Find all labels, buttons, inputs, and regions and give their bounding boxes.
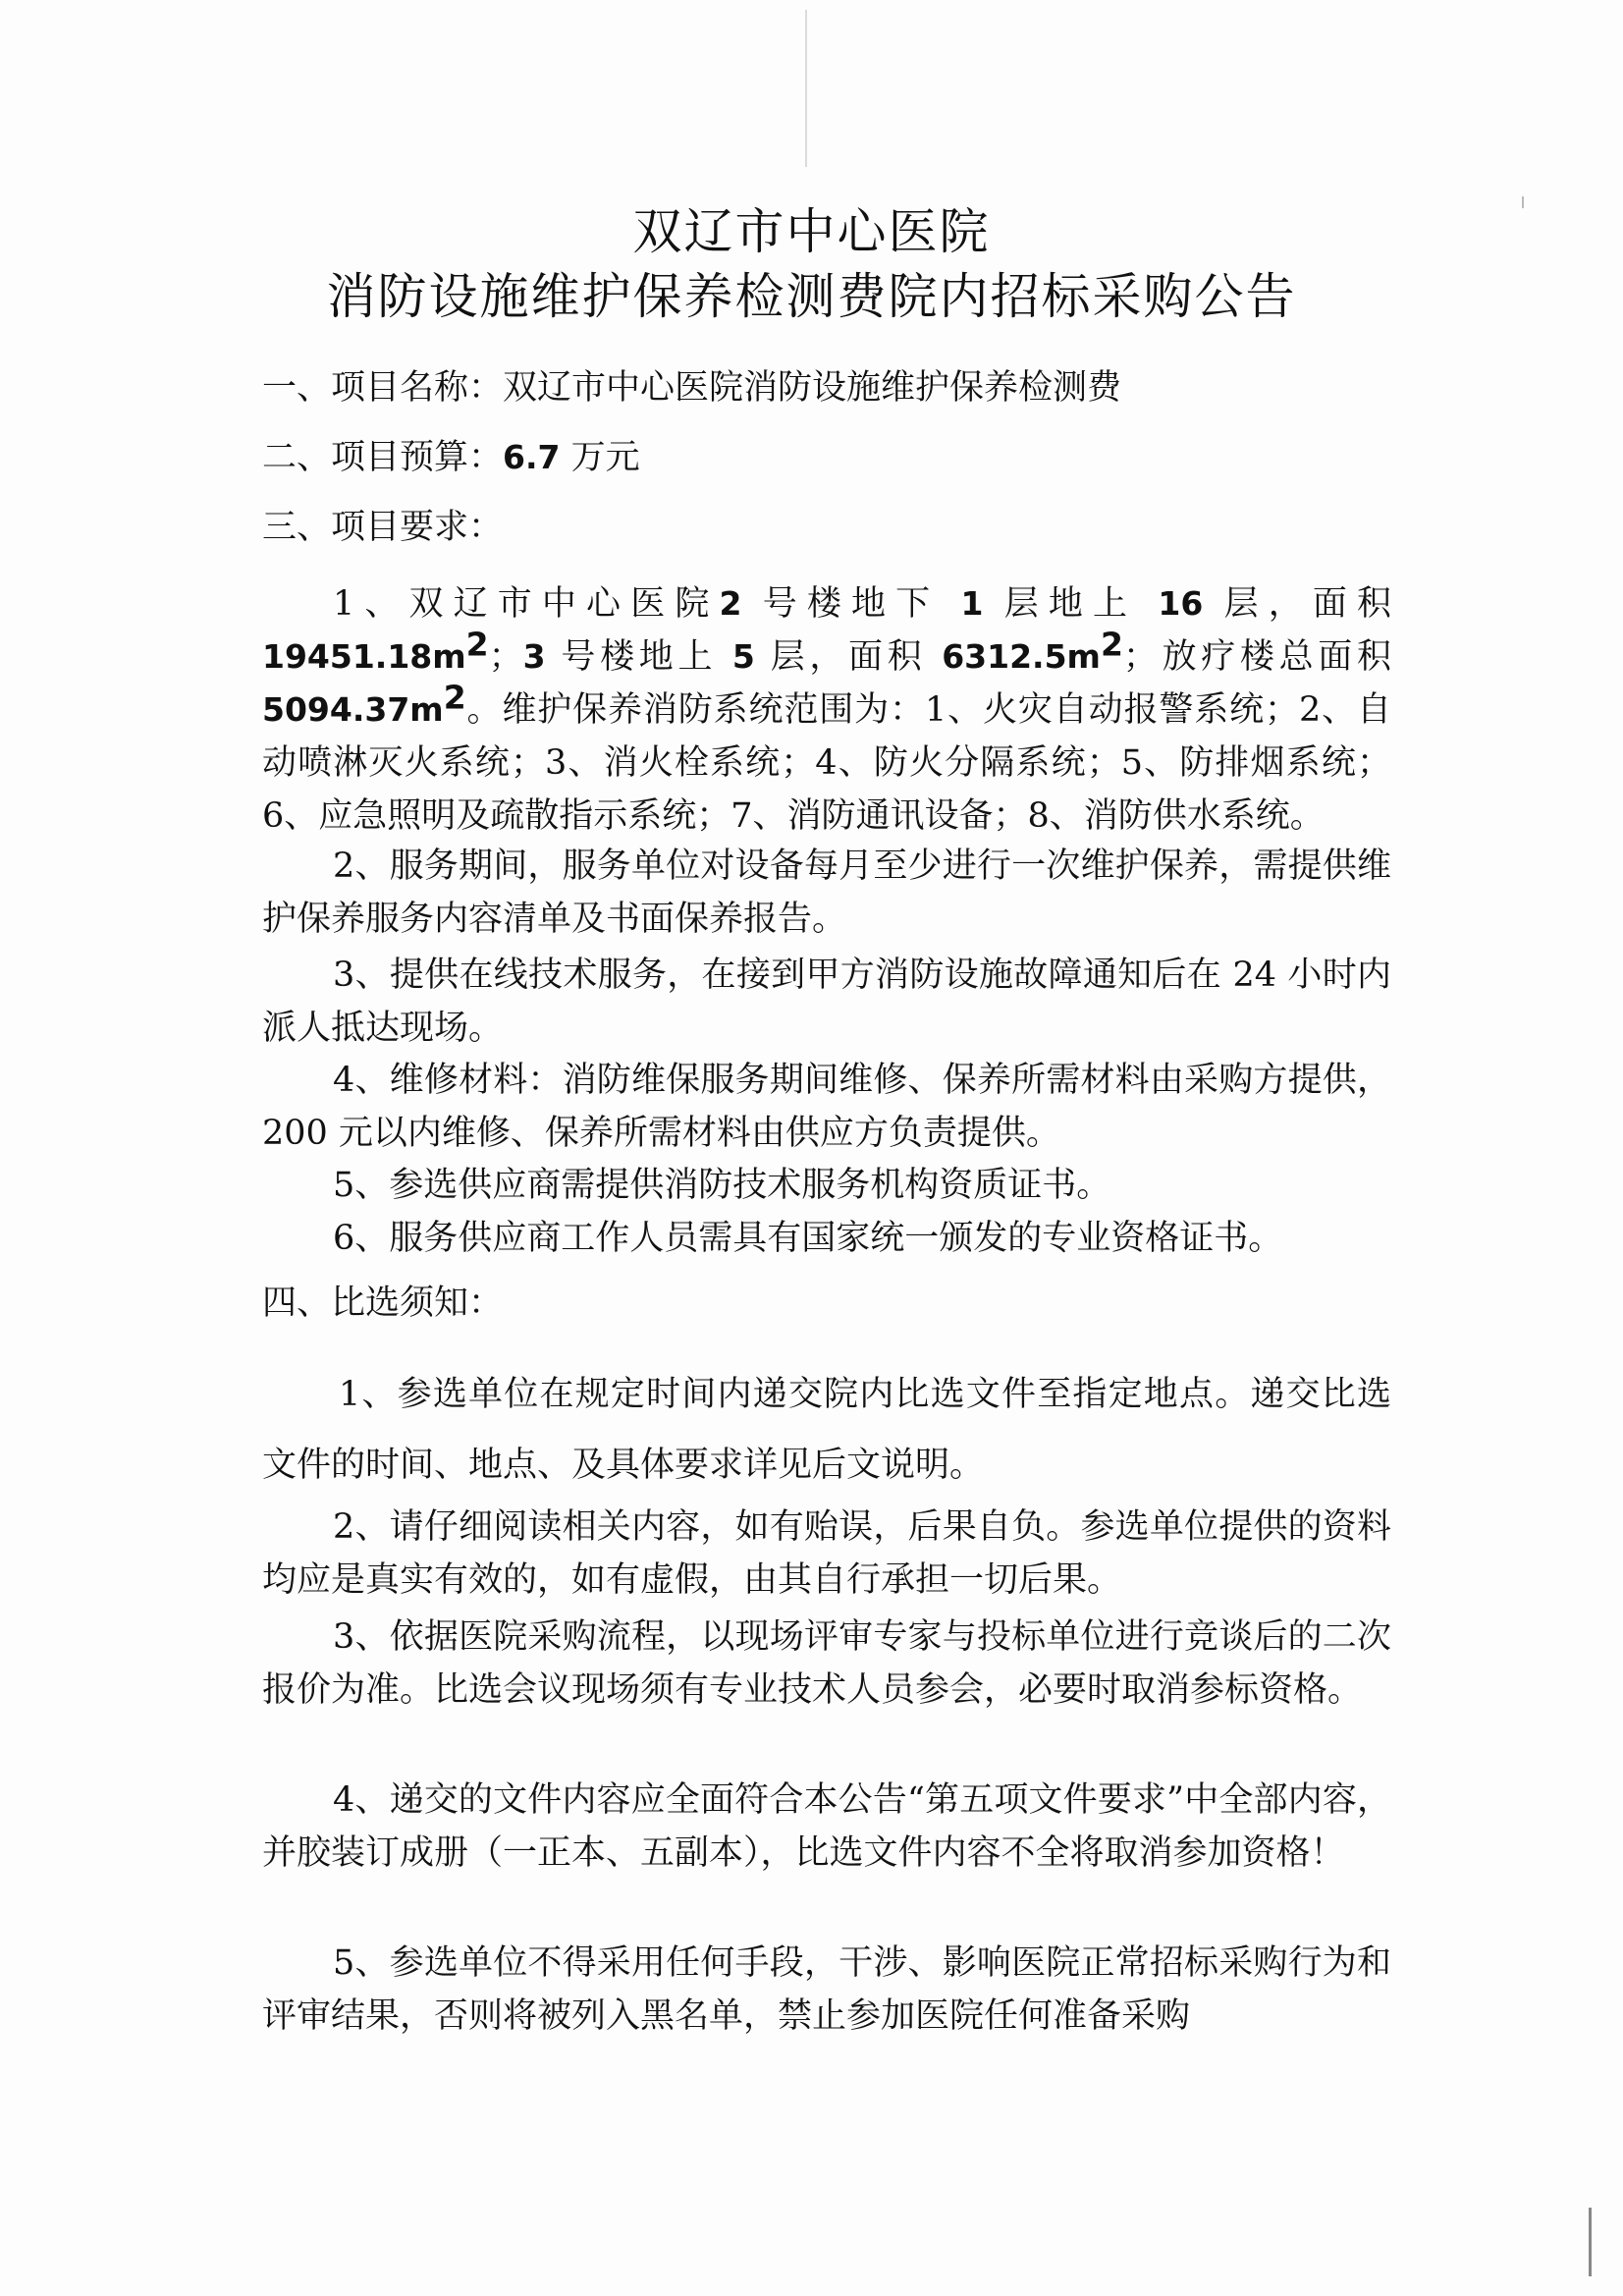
budget-unit: 万元	[560, 438, 640, 477]
budget-value: 6.7	[503, 438, 561, 476]
selection-note-3: 3、依据医院采购流程，以现场评审专家与投标单位进行竞谈后的二次报价为准。比选会议现场须有专业技术人员参会，必要时取消参标资格。	[262, 1617, 1391, 1710]
requirement-6: 6、服务供应商工作人员需具有国家统一颁发的专业资格证书。	[333, 1219, 1283, 1258]
scan-artifact-top	[805, 10, 807, 167]
requirement-2: 2、服务期间，服务单位对设备每月至少进行一次维护保养，需提供维护保养服务内容清单及书面保养报告。	[262, 847, 1391, 939]
document-title-line1: 双辽市中心医院	[632, 203, 991, 260]
selection-note-1: 1、参选单位在规定时间内递交院内比选文件至指定地点。递交比选文件的时间、地点、及具体要求详见后文说明。	[262, 1375, 1391, 1485]
section-selection-notes: 四、比选须知：	[262, 1284, 504, 1323]
scan-artifact-bottom-right	[1589, 2208, 1592, 2276]
requirement-4: 4、维修材料：消防维保服务期间维修、保养所需材料由采购方提供，200 元以内维修、保养所需材料由供应方负责提供。	[262, 1061, 1391, 1153]
requirement-5: 5、参选供应商需提供消防技术服务机构资质证书。	[333, 1166, 1111, 1205]
selection-note-2: 2、请仔细阅读相关内容，如有贻误，后果自负。参选单位提供的资料均应是真实有效的，如有虚假，由其自行承担一切后果。	[262, 1507, 1391, 1600]
selection-note-5: 5、参选单位不得采用任何手段，干涉、影响医院正常招标采购行为和评审结果，否则将被列入黑名单，禁止参加医院任何准备采购	[262, 1943, 1391, 2036]
document-title-line2: 消防设施维护保养检测费院内招标采购公告	[326, 268, 1297, 325]
section-project-requirements: 三、项目要求：	[262, 508, 504, 547]
section-project-name: 一、项目名称：双辽市中心医院消防设施维护保养检测费	[262, 368, 1122, 408]
budget-label: 二、项目预算：	[262, 438, 504, 477]
section-project-budget	[262, 436, 640, 479]
selection-note-4: 4、递交的文件内容应全面符合本公告“第五项文件要求”中全部内容，并胶装订成册（一正本、五副本），比选文件内容不全将取消参加资格！	[262, 1780, 1391, 1873]
requirement-3: 3、提供在线技术服务，在接到甲方消防设施故障通知后在 24 小时内派人抵达现场。	[262, 956, 1391, 1048]
requirement-1: 1、双辽市中心医院2 号楼地下 1 层地上 16 层，面积 $19451.18m^2$；3 号楼地上 5 层，面积 $6312.5m^2$；放疗楼总面积 $5094.37m^2$。维护保养消防系统范围为：1、火灾自动报警系统；2、自动喷淋灭火系统；3、消火栓系统；4、防火分隔系统；5、防排烟系统；6、应急照明及疏散指示系统；7、消防通讯设备；8、消防供水系统。	[262, 584, 1391, 836]
